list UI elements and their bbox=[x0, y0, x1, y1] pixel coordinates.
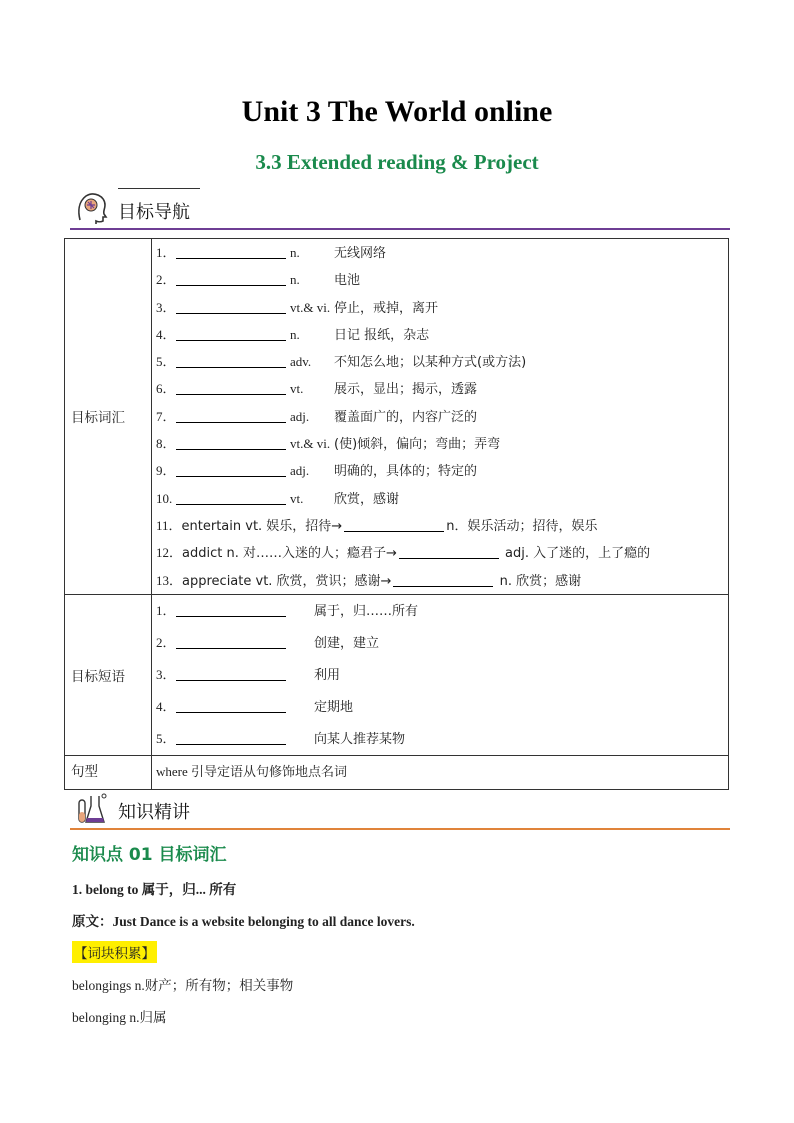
vocab-row bbox=[156, 457, 728, 484]
phrase-row bbox=[156, 627, 728, 659]
meaning: 展示，显出；揭示，透露 bbox=[334, 382, 478, 398]
item-number: 2． bbox=[156, 634, 176, 650]
answer-blank bbox=[176, 353, 286, 368]
meaning: 电池 bbox=[334, 273, 361, 289]
answer-blank bbox=[393, 572, 493, 587]
meaning: n. 欣赏；感谢 bbox=[495, 573, 582, 589]
phrase-section bbox=[65, 594, 729, 755]
vocab-row bbox=[156, 430, 728, 457]
vocab-row bbox=[156, 403, 728, 430]
item-number: 13． bbox=[156, 572, 183, 588]
meaning: 创建，建立 bbox=[314, 635, 380, 651]
meaning: 欣赏，感谢 bbox=[334, 491, 400, 507]
answer-blank bbox=[176, 698, 286, 713]
item-number: 1． bbox=[156, 245, 176, 260]
sentence-category-label: 句型 bbox=[65, 755, 152, 789]
answer-blank bbox=[176, 435, 286, 450]
meaning: 无线网络 bbox=[334, 246, 387, 261]
meaning: n．娱乐活动；招待，娱乐 bbox=[446, 518, 598, 534]
item-number: 12． bbox=[156, 545, 183, 561]
section-label-knowledge: 知识精讲 bbox=[118, 802, 190, 823]
answer-blank bbox=[176, 666, 286, 681]
answer-blank bbox=[176, 326, 286, 341]
part-of-speech: adv. bbox=[290, 354, 312, 370]
answer-blank bbox=[176, 634, 286, 649]
part-of-speech: vt. bbox=[290, 490, 304, 506]
answer-blank bbox=[344, 517, 444, 532]
phrase-list bbox=[152, 594, 729, 755]
phrase-row bbox=[156, 723, 728, 755]
phrase-category-label: 目标短语 bbox=[65, 594, 152, 755]
meaning: 覆盖面广的，内容广泛的 bbox=[334, 409, 478, 425]
section-rule-orange bbox=[70, 828, 730, 830]
vocab-row bbox=[156, 375, 728, 402]
vocab-row bbox=[156, 567, 728, 594]
page-title: Unit 3 The World online bbox=[241, 95, 553, 128]
sentence-section bbox=[65, 755, 729, 789]
part-of-speech: adj. bbox=[290, 463, 310, 479]
item-number: 5． bbox=[156, 354, 176, 370]
part-of-speech: vt.& vi. bbox=[290, 299, 331, 315]
item-number: 6． bbox=[156, 381, 176, 397]
item-number: 10. bbox=[156, 490, 173, 506]
vocab-row bbox=[156, 512, 728, 539]
page-subtitle: 3.3 Extended reading & Project bbox=[255, 150, 539, 174]
phrase-row bbox=[156, 595, 728, 627]
item-number: 4． bbox=[156, 698, 176, 714]
meaning: 利用 bbox=[314, 667, 341, 683]
item-number: 3． bbox=[156, 666, 176, 682]
meaning: 明确的，具体的；特定的 bbox=[334, 464, 478, 480]
brain-head-icon bbox=[74, 190, 110, 226]
word-clue: appreciate vt. 欣赏，赏识；感谢→ bbox=[182, 573, 392, 589]
answer-blank bbox=[176, 299, 286, 314]
item-number: 11． bbox=[156, 517, 182, 533]
goals-table bbox=[64, 238, 729, 790]
meaning: 定期地 bbox=[314, 699, 354, 715]
part-of-speech: n. bbox=[290, 326, 300, 342]
answer-blank bbox=[399, 544, 499, 559]
word-derivative: belongings n.财产；所有物；相关事物 bbox=[72, 978, 294, 993]
lab-flask-icon bbox=[74, 790, 110, 826]
item-number: 9． bbox=[156, 463, 176, 479]
meaning: 不知怎么地；以某种方式(或方法) bbox=[334, 355, 527, 371]
meaning: 向某人推荐某物 bbox=[314, 731, 406, 747]
section-header-goals bbox=[70, 190, 730, 230]
section-label-goals: 目标导航 bbox=[118, 202, 190, 223]
original-sentence: 原文：Just Dance is a website belonging to all dance lovers. bbox=[72, 914, 415, 929]
answer-blank bbox=[176, 602, 286, 617]
answer-blank bbox=[176, 490, 286, 505]
vocab-row bbox=[156, 321, 728, 348]
vocab-item-heading: 1. belong to 属于，归... 所有 bbox=[72, 882, 237, 897]
answer-blank bbox=[176, 730, 286, 745]
meaning: adj. 入了迷的，上了瘾的 bbox=[500, 546, 651, 562]
part-of-speech: n. bbox=[290, 272, 300, 288]
part-of-speech: adj. bbox=[290, 408, 310, 424]
item-number: 1． bbox=[156, 602, 176, 618]
vocab-section bbox=[65, 239, 729, 595]
sentence-text: where 引导定语从句修饰地点名词 bbox=[156, 763, 348, 779]
header-topline bbox=[118, 188, 200, 189]
answer-blank bbox=[176, 244, 286, 259]
vocab-row bbox=[156, 239, 728, 266]
phrase-row bbox=[156, 691, 728, 723]
part-of-speech: vt.& vi. bbox=[290, 436, 331, 452]
section-rule bbox=[70, 228, 730, 230]
vocab-row bbox=[156, 539, 728, 566]
vocab-row bbox=[156, 348, 728, 375]
highlight-tag: 【词块积累】 bbox=[72, 941, 157, 963]
item-number: 3． bbox=[156, 299, 176, 315]
part-of-speech: vt. bbox=[290, 381, 304, 397]
answer-blank bbox=[176, 462, 286, 477]
sentence-pattern bbox=[152, 755, 729, 789]
answer-blank bbox=[176, 271, 286, 286]
item-number: 7． bbox=[156, 408, 176, 424]
vocab-category-label: 目标词汇 bbox=[65, 239, 152, 595]
vocab-list bbox=[152, 239, 729, 595]
word-derivative: belonging n.归属 bbox=[72, 1010, 167, 1025]
knowledge-point-title: 知识点 01 目标词汇 bbox=[72, 845, 227, 865]
part-of-speech: n. bbox=[290, 245, 300, 260]
item-number: 5． bbox=[156, 730, 176, 746]
meaning: 日记 报纸，杂志 bbox=[334, 327, 430, 343]
meaning: (使)倾斜，偏向；弯曲；弄弯 bbox=[334, 437, 501, 453]
item-number: 8． bbox=[156, 436, 176, 452]
vocab-row bbox=[156, 485, 728, 512]
meaning: 属于，归……所有 bbox=[314, 603, 419, 619]
vocab-row bbox=[156, 266, 728, 293]
word-clue: addict n. 对……入迷的人；瘾君子→ bbox=[182, 546, 397, 562]
meaning: 停止，戒掉，离开 bbox=[334, 300, 439, 316]
answer-blank bbox=[176, 408, 286, 423]
phrase-row bbox=[156, 659, 728, 691]
answer-blank bbox=[176, 380, 286, 395]
section-header-knowledge bbox=[70, 790, 730, 830]
vocab-row bbox=[156, 294, 728, 321]
word-clue: entertain vt. 娱乐，招待→ bbox=[181, 518, 343, 534]
item-number: 4． bbox=[156, 326, 176, 342]
item-number: 2． bbox=[156, 272, 176, 288]
